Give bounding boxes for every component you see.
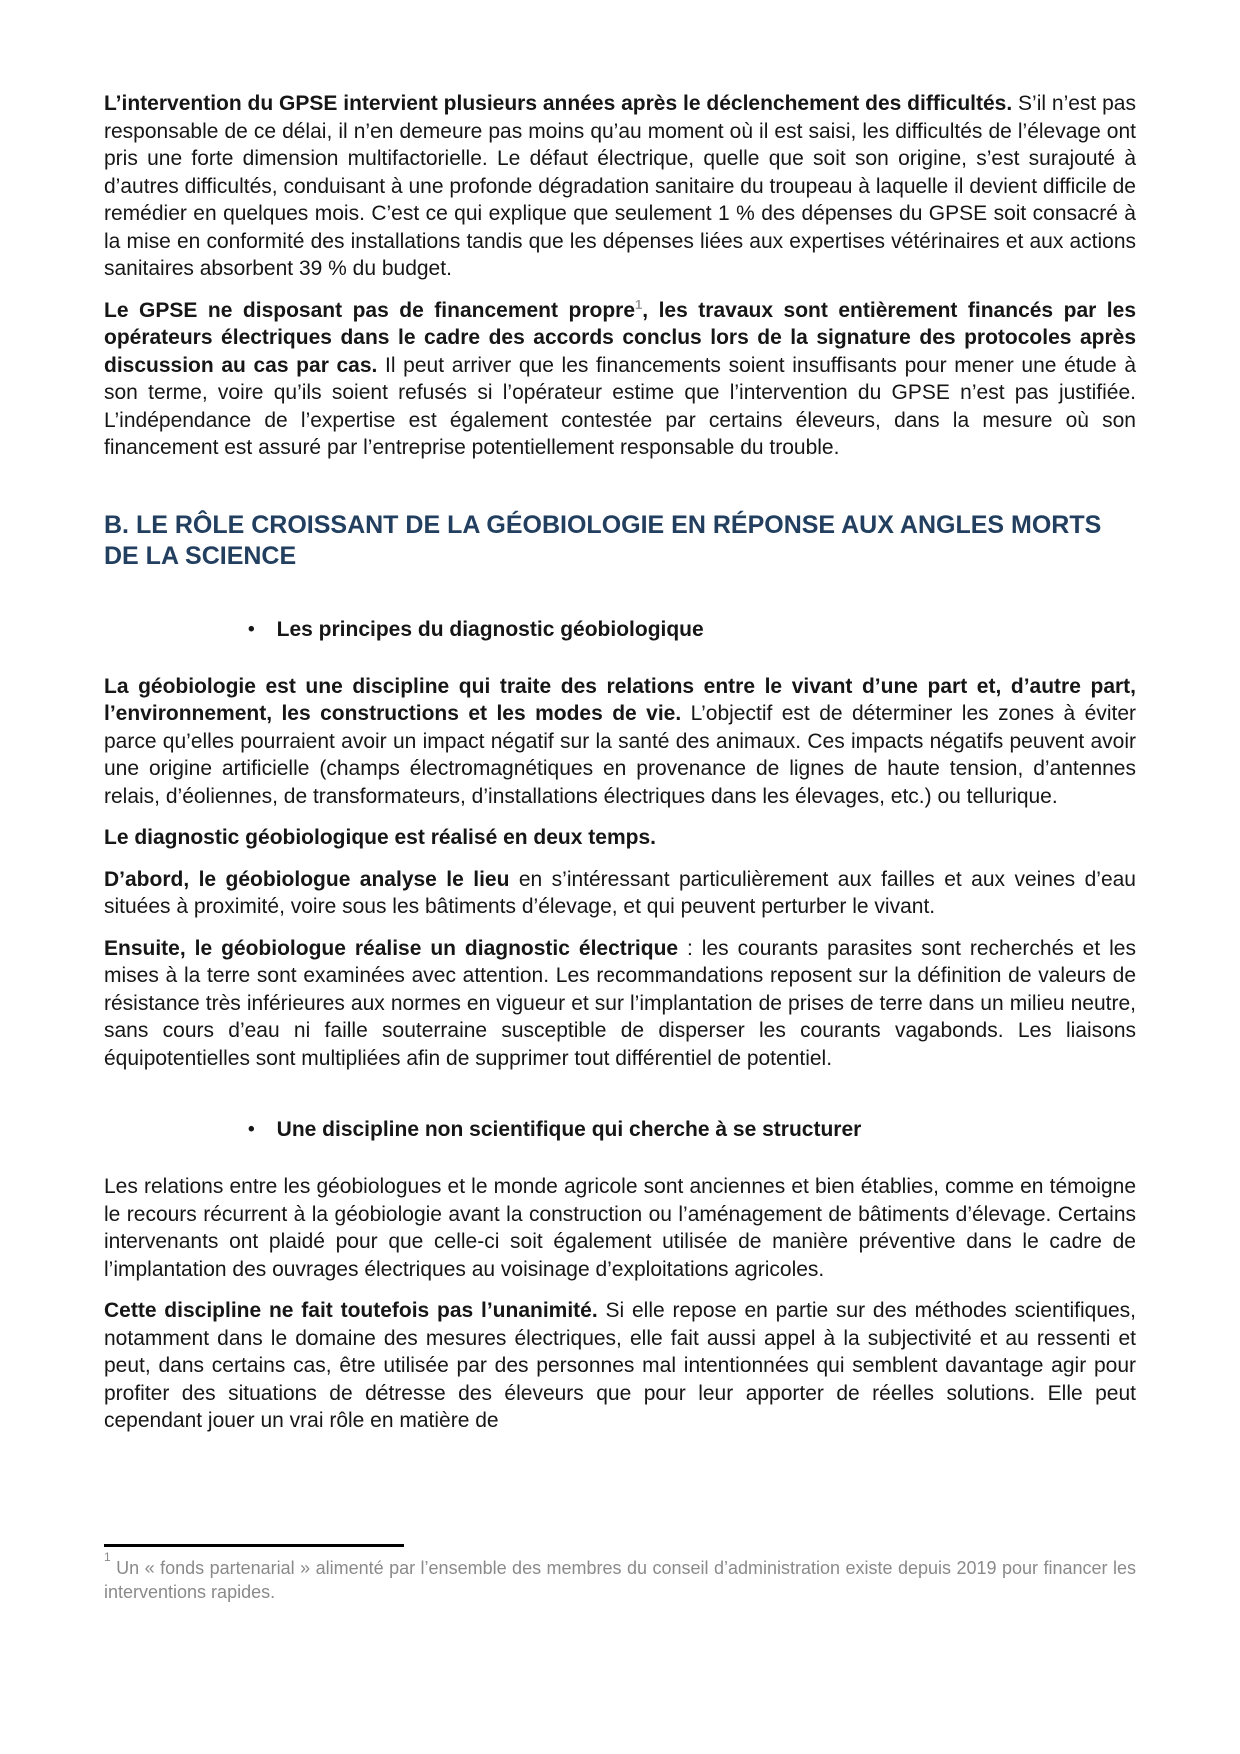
paragraph-second-step-electrique xyxy=(104,935,1136,1073)
paragraph-diagnostic-two-steps xyxy=(104,824,1136,852)
footnote-reference-1: 1 xyxy=(635,296,643,312)
paragraph-lead-bold: Ensuite, le géobiologue réalise un diagnostic électrique xyxy=(104,936,679,960)
section-heading-b: B. LE RÔLE CROISSANT DE LA GÉOBIOLOGIE EN RÉPONSE AUX ANGLES MORTS DE LA SCIENCE xyxy=(104,510,1102,570)
bullet-icon: • xyxy=(248,1119,255,1140)
bullet-item-label: Une discipline non scientifique qui cherche à se structurer xyxy=(276,1118,862,1141)
paragraph-gpse-intervention-delay xyxy=(104,90,1136,283)
paragraph-lead-bold: Le GPSE ne disposant pas de financement propre xyxy=(104,298,636,322)
paragraph-gpse-financing xyxy=(104,297,1136,462)
bullet-icon: • xyxy=(248,618,255,640)
bullet-item-label: Les principes du diagnostic géobiologique xyxy=(276,617,704,641)
paragraph-body-text: : les courants parasites sont recherchés et les mises à la terre sont examinées avec attention. Les recommandations reposent sur la définition de valeurs de résistance très inférieures aux normes en vigueur et sur l’implantation de prises de terre dans un milieu neutre, sans cours d’eau ni faille souterraine susceptible de disperser les courants vagabonds. Les liaisons équipotentielles sont multipliées afin de supprimer tout différentiel de potentiel. xyxy=(104,936,1136,1070)
paragraph-lead-bold: Le diagnostic géobiologique est réalisé en deux temps. xyxy=(104,826,656,849)
footnote-area xyxy=(104,1544,1136,1604)
paragraph-body-text: L’objectif est de déterminer les zones à éviter parce qu’elles pourraient avoir un impact négatif sur la santé des animaux. Ces impacts négatifs peuvent avoir une origine artificielle (champs électromagnétiques en provenance de lignes de haute tension, d’antennes relais, d’éoliennes, de transformateurs, d’installations électriques dans les élevages, etc.) ou tellurique. xyxy=(104,702,1136,808)
paragraph-geobiologie-definition xyxy=(104,673,1136,811)
paragraph-lead-bold-continued: , les travaux sont entièrement financés par les opérateurs électriques dans le cadre des accords conclus lors de la signature des protocoles après discussion au cas par cas. xyxy=(104,298,1137,377)
paragraph-lead-bold: D’abord, le géobiologue analyse le lieu xyxy=(104,867,510,891)
footnote-text: Un « fonds partenarial » alimenté par l’ensemble des membres du conseil d’administration existe depuis 2019 pour financer les interventions rapides. xyxy=(104,1558,1136,1602)
footnote-marker: 1 xyxy=(104,1550,111,1564)
paragraph-discipline-unanimite xyxy=(104,1297,1136,1435)
paragraph-lead-bold: L’intervention du GPSE intervient plusieurs années après le déclenchement des difficultés. xyxy=(104,92,1013,115)
paragraph-relations-geobiologues xyxy=(104,1173,1136,1283)
footnote-separator-rule xyxy=(104,1544,404,1547)
paragraph-lead-bold: La géobiologie est une discipline qui traite des relations entre le vivant d’une part et, d’autre part, l’environnement, les constructions et les modes de vie. xyxy=(104,674,1136,725)
paragraph-lead-bold: Cette discipline ne fait toutefois pas l’unanimité. xyxy=(104,1299,598,1322)
bullet-item-principles xyxy=(248,616,1136,643)
paragraph-body-text: Il peut arriver que les financements soient insuffisants pour mener une étude à son terme, voire qu’ils soient refusés si l’opérateur estime que l’intervention du GPSE n’est pas justifiée. L’indépendance de l’expertise est également contestée par certains éleveurs, dans la mesure où son financement est assuré par l’entreprise potentiellement responsable du trouble. xyxy=(104,353,1136,459)
paragraph-body-text: Si elle repose en partie sur des méthodes scientifiques, notamment dans le domaine des mesures électriques, elle fait aussi appel à la subjectivité et au ressenti et peut, dans certains cas, être utilisée par des personnes mal intentionnées qui semblent davantage agir pour profiter des situations de détresse des éleveurs que pour leur apporter de réelles solutions. Elle peut cependant jouer un vrai rôle en matière de xyxy=(104,1299,1137,1432)
paragraph-body-text: S’il n’est pas responsable de ce délai, il n’en demeure pas moins qu’au moment où il est saisi, les difficultés de l’élevage ont pris une forte dimension multifactorielle. Le défaut électrique, quelle que soit son origine, s’est surajouté à d’autres difficultés, conduisant à une profonde dégradation sanitaire du troupeau à laquelle il devient difficile de remédier en quelques mois. C’est ce qui explique que seulement 1 % des dépenses du GPSE soit consacré à la mise en conformité des installations tandis que les dépenses liées aux expertises vétérinaires et aux actions sanitaires absorbent 39 % du budget. xyxy=(104,92,1136,280)
paragraph-body-text: en s’intéressant particulièrement aux failles et aux veines d’eau situées à proximité, voire sous les bâtiments d’élevage, et qui peuvent perturber le vivant. xyxy=(104,867,1136,918)
paragraph-first-step-lieu xyxy=(104,866,1136,921)
footnote-1 xyxy=(104,1550,1136,1604)
bullet-item-discipline-structure xyxy=(248,1116,1136,1143)
paragraph-body-text: Les relations entre les géobiologues et le monde agricole sont anciennes et bien établies, comme en témoigne le recours récurrent à la géobiologie avant la construction ou l’aménagement de bâtiments d’élevage. Certains intervenants ont plaidé pour que celle-ci soit également utilisée de manière préventive dans le cadre de l’implantation des ouvrages électriques au voisinage d’exploitations agricoles. xyxy=(104,1175,1136,1281)
